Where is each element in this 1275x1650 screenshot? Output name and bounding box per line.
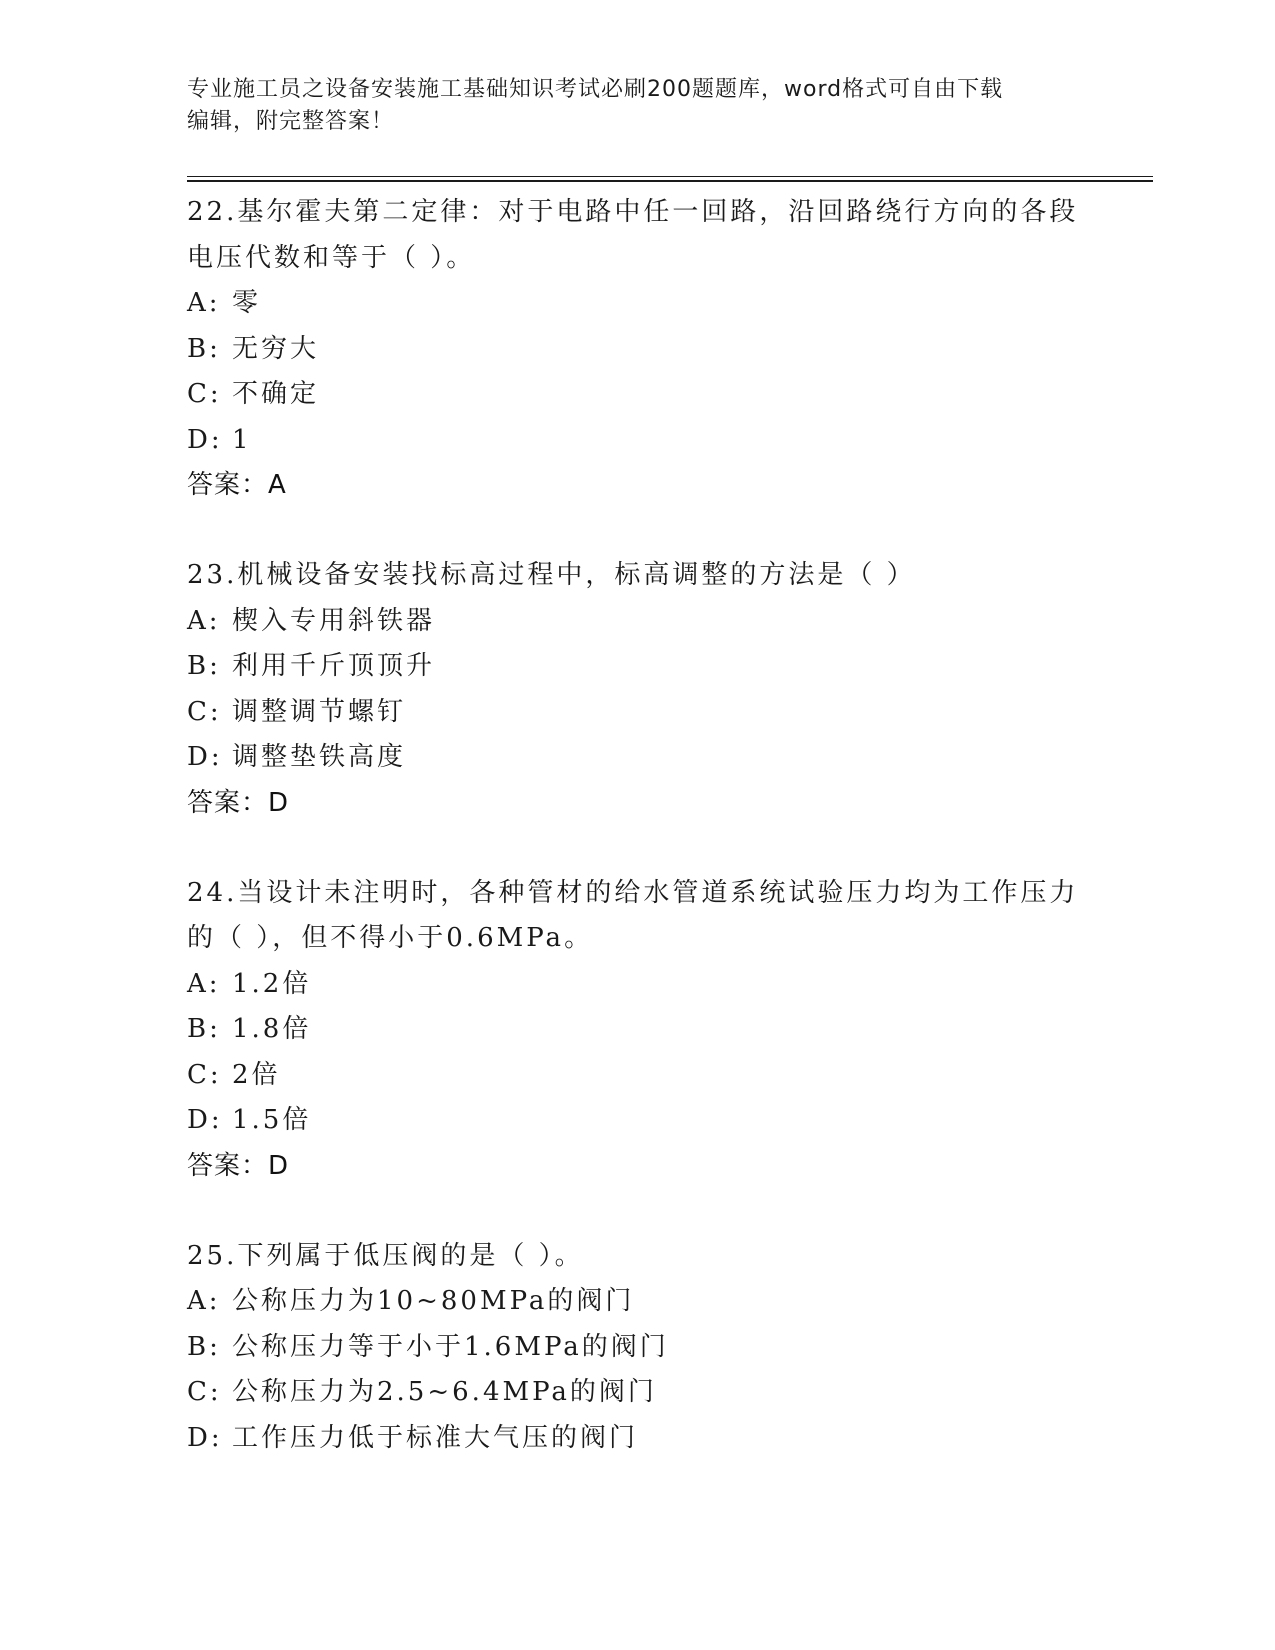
option-c: [187, 690, 1087, 736]
header-line-2: 编辑，附完整答案！: [187, 109, 395, 134]
answer-value: A: [268, 470, 287, 500]
option-d: [187, 1098, 1087, 1144]
question-stem: [187, 871, 1087, 962]
option-text: 1: [232, 424, 252, 455]
header-divider-thick: [187, 180, 1153, 182]
answer-line: [187, 1144, 1087, 1189]
option-key: D:: [187, 1422, 223, 1453]
option-text: 调整调节螺钉: [232, 696, 407, 727]
option-key: A:: [187, 605, 221, 636]
stem-line: 23.机械设备安装找标高过程中，标高调整的方法是（ ）: [187, 560, 916, 590]
option-key: A:: [187, 968, 221, 999]
question-list: [187, 190, 1087, 1461]
option-key: A:: [187, 1286, 221, 1316]
option-c: [187, 1370, 1087, 1416]
question-25: [187, 1234, 1087, 1462]
option-a: [187, 281, 1087, 327]
answer-value: D: [268, 1150, 290, 1181]
question-23: [187, 553, 1087, 826]
option-text: 工作压力低于标准大气压的阀门: [232, 1422, 639, 1453]
question-stem: [187, 1234, 1087, 1280]
answer-line: [187, 463, 1087, 508]
option-key: C:: [187, 1377, 222, 1407]
stem-line: 的（ ），但不得小于0.6MPa。: [187, 923, 594, 953]
question-stem: [187, 190, 1087, 281]
answer-value: D: [268, 787, 290, 818]
stem-line: 电压代数和等于（ ）。: [187, 242, 476, 273]
option-key: D:: [187, 424, 223, 455]
answer-label: 答案：: [187, 470, 269, 500]
option-b: [187, 644, 1087, 690]
option-c: [187, 372, 1087, 418]
header-line-1: 专业施工员之设备安装施工基础知识考试必刷200题题库，word格式可自由下载: [187, 77, 1004, 102]
option-text: 1.5倍: [232, 1105, 312, 1135]
option-text: 公称压力为10~80MPa的阀门: [232, 1286, 635, 1316]
option-text: 2倍: [232, 1059, 281, 1090]
option-b: [187, 1007, 1087, 1053]
option-key: B:: [187, 333, 221, 364]
stem-line: 25.下列属于低压阀的是（ ）。: [187, 1240, 584, 1271]
option-key: B:: [187, 1014, 221, 1044]
option-key: C:: [187, 379, 222, 409]
stem-line: 24.当设计未注明时，各种管材的给水管道系统试验压力均为工作压力: [187, 877, 1079, 908]
option-a: [187, 599, 1087, 645]
question-24: [187, 871, 1087, 1189]
question-stem: [187, 553, 1087, 599]
option-key: C:: [187, 696, 222, 727]
option-text: 不确定: [232, 379, 320, 409]
option-d: [187, 735, 1087, 781]
option-text: 公称压力等于小于1.6MPa的阀门: [232, 1331, 669, 1362]
option-text: 无穷大: [232, 333, 320, 364]
option-key: B:: [187, 651, 221, 681]
option-text: 楔入专用斜铁器: [232, 605, 436, 636]
question-22: [187, 190, 1087, 508]
option-d: [187, 418, 1087, 464]
option-b: [187, 1325, 1087, 1371]
document-header: [187, 74, 1087, 138]
option-text: 公称压力为2.5~6.4MPa的阀门: [232, 1377, 657, 1407]
stem-line: 22.基尔霍夫第二定律：对于电路中任一回路，沿回路绕行方向的各段: [187, 197, 1079, 227]
option-key: C:: [187, 1059, 222, 1090]
option-a: [187, 1279, 1087, 1325]
option-key: B:: [187, 1331, 221, 1362]
option-a: [187, 962, 1087, 1008]
option-text: 利用千斤顶顶升: [232, 651, 436, 681]
option-text: 1.8倍: [232, 1014, 312, 1044]
header-divider-thin: [187, 176, 1153, 177]
option-text: 调整垫铁高度: [232, 742, 407, 772]
option-text: 1.2倍: [232, 968, 312, 999]
option-key: A:: [187, 288, 221, 318]
answer-line: [187, 781, 1087, 826]
option-b: [187, 327, 1087, 373]
option-text: 零: [232, 288, 262, 318]
option-key: D:: [187, 1105, 223, 1135]
answer-label: 答案：: [187, 787, 269, 818]
answer-label: 答案：: [187, 1150, 269, 1181]
option-c: [187, 1053, 1087, 1099]
option-key: D:: [187, 742, 223, 772]
option-d: [187, 1416, 1087, 1462]
